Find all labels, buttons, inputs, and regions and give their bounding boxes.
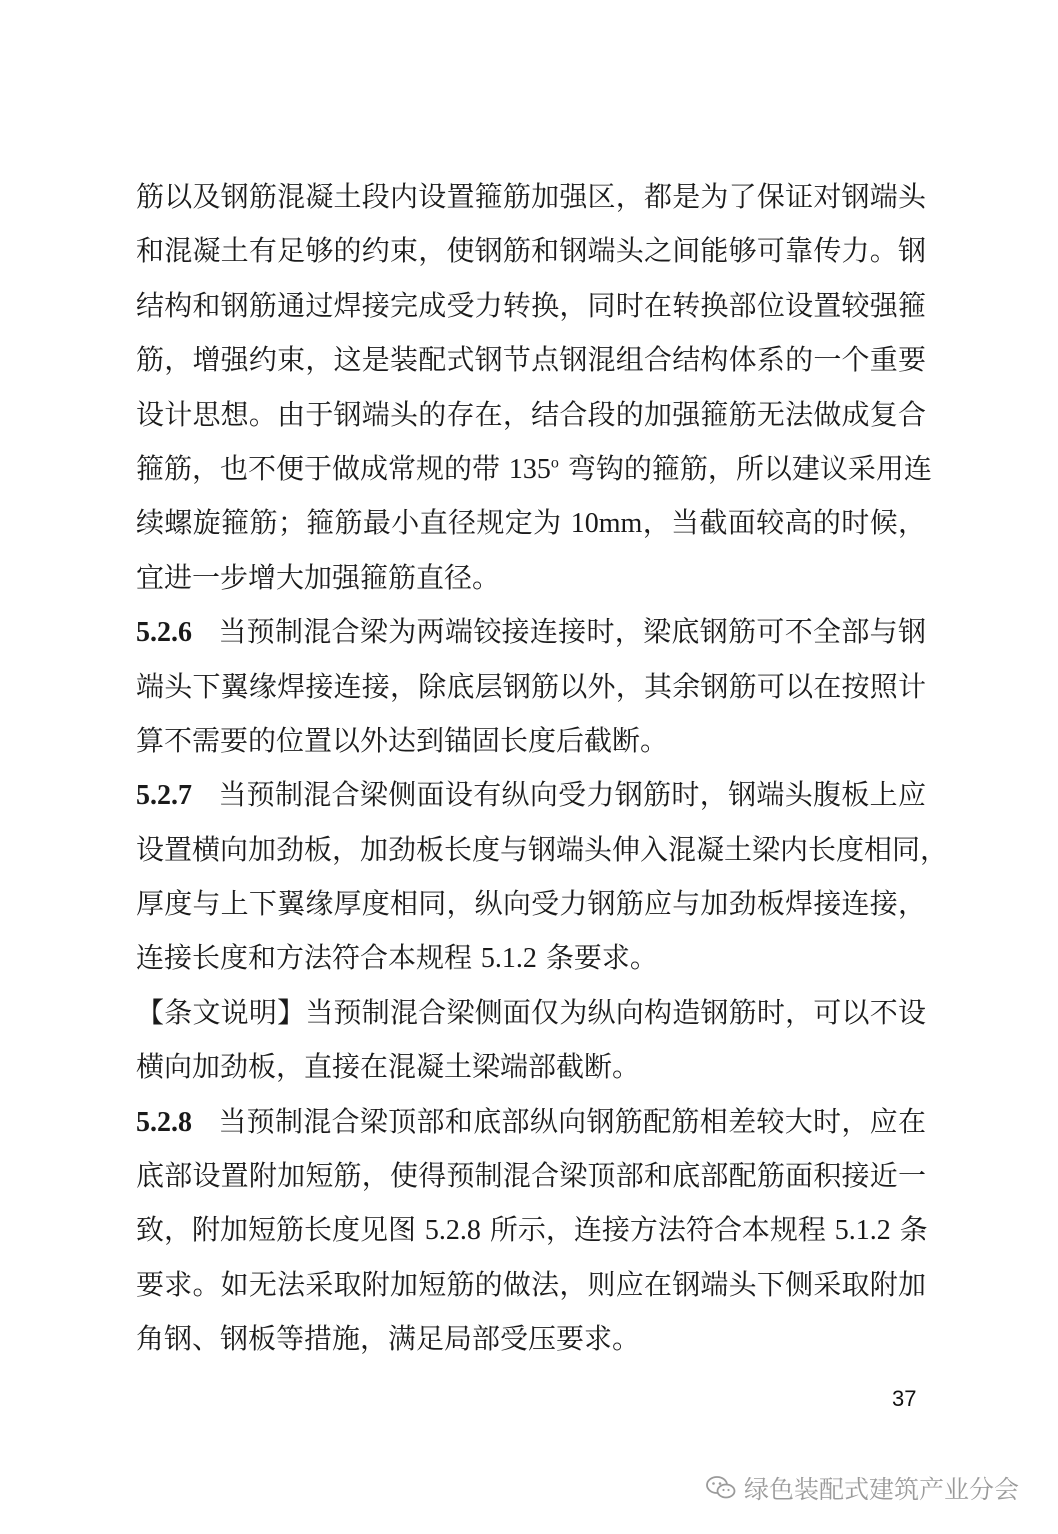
clause-5-2-8-line (136, 1203, 926, 1257)
paragraph-line: 筋以及钢筋混凝土段内设置箍筋加强区，都是为了保证对钢端头 (136, 180, 926, 213)
clause-5-2-6-line: 算不需要的位置以外达到锚固长度后截断。 (136, 723, 669, 757)
clause-5-2-8-line: 底部设置附加短筋，使得预制混合梁顶部和底部配筋面积接近一 (136, 1159, 926, 1193)
clause-5-2-6-line (136, 605, 926, 659)
degree-superscript: o (550, 454, 559, 472)
wechat-icon (706, 1475, 736, 1501)
text-run: 当预制混合梁顶部和底部纵向钢筋配筋相差较大时，应在 (218, 1104, 926, 1138)
watermark (706, 1468, 1019, 1508)
diameter-value: 10mm (570, 508, 643, 540)
text-run: 所示，连接方法符合本规程 (489, 1213, 826, 1247)
clause-5-2-7-line: 厚度与上下翼缘厚度相同，纵向受力钢筋应与加劲板焊接连接， (136, 887, 926, 921)
clause-5-2-6-line: 端头下翼缘焊接连接，除底层钢筋以外，其余钢筋可以在按照计 (136, 669, 926, 703)
clause-reference: 5.1.2 (834, 1215, 891, 1247)
clause-5-2-7-line: 设置横向加劲板，加劲板长度与钢端头伸入混凝土梁内长度相同， (136, 832, 949, 866)
figure-reference: 5.2.8 (424, 1215, 481, 1247)
text-run: 续螺旋箍筋；箍筋最小直径规定为 (136, 506, 562, 540)
text-run: 当预制混合梁为两端铰接连接时，梁底钢筋可不全部与钢 (218, 615, 926, 649)
clause-reference: 5.1.2 (480, 943, 537, 975)
text-run: 当预制混合梁侧面设有纵向受力钢筋时，钢端头腹板上应 (218, 778, 926, 812)
text-run: 条 (899, 1213, 928, 1247)
clause-5-2-7-line (136, 768, 926, 822)
clause-number: 5.2.7 (136, 780, 192, 812)
paragraph-line: 和混凝土有足够的约束，使钢筋和钢端头之间能够可靠传力。钢 (136, 234, 926, 268)
text-run: 箍筋，也不便于做成常规的带 (136, 451, 501, 485)
paragraph-line: 设计思想。由于钢端头的存在，结合段的加强箍筋无法做成复合 (136, 397, 926, 431)
text-run: 条要求。 (545, 941, 658, 975)
watermark-text: 绿色装配式建筑产业分会 (744, 1475, 1020, 1504)
paragraph-line: 结构和钢筋通过焊接完成受力转换，同时在转换部位设置较强箍 (136, 288, 926, 322)
page-number: 37 (892, 1386, 917, 1411)
clause-number: 5.2.6 (136, 617, 192, 649)
paragraph-line (136, 496, 926, 550)
paragraph-line: 筋，增强约束，这是装配式钢节点钢混组合结构体系的一个重要 (136, 343, 926, 377)
text-run: 弯钩的箍筋，所以建议采用连 (567, 451, 932, 485)
clause-5-2-8-line (136, 1095, 926, 1149)
document-body (136, 170, 949, 1367)
commentary-line: 【条文说明】当预制混合梁侧面仅为纵向构造钢筋时，可以不设 (136, 995, 926, 1029)
text-run: ，当截面较高的时候， (642, 506, 926, 540)
paragraph-line (136, 442, 932, 496)
clause-5-2-7-line (136, 931, 926, 985)
commentary-line: 横向加劲板，直接在混凝土梁端部截断。 (136, 1050, 641, 1084)
clause-5-2-8-line: 要求。如无法采取附加短筋的做法，则应在钢端头下侧采取附加 (136, 1267, 926, 1301)
paragraph-line: 宜进一步增大加强箍筋直径。 (136, 560, 501, 594)
clause-5-2-8-line: 角钢、钢板等措施，满足局部受压要求。 (136, 1322, 641, 1356)
text-run: 连接长度和方法符合本规程 (136, 941, 473, 975)
angle-value: 135 (508, 453, 551, 485)
clause-number: 5.2.8 (136, 1106, 192, 1138)
text-run: 致，附加短筋长度见图 (136, 1213, 417, 1247)
